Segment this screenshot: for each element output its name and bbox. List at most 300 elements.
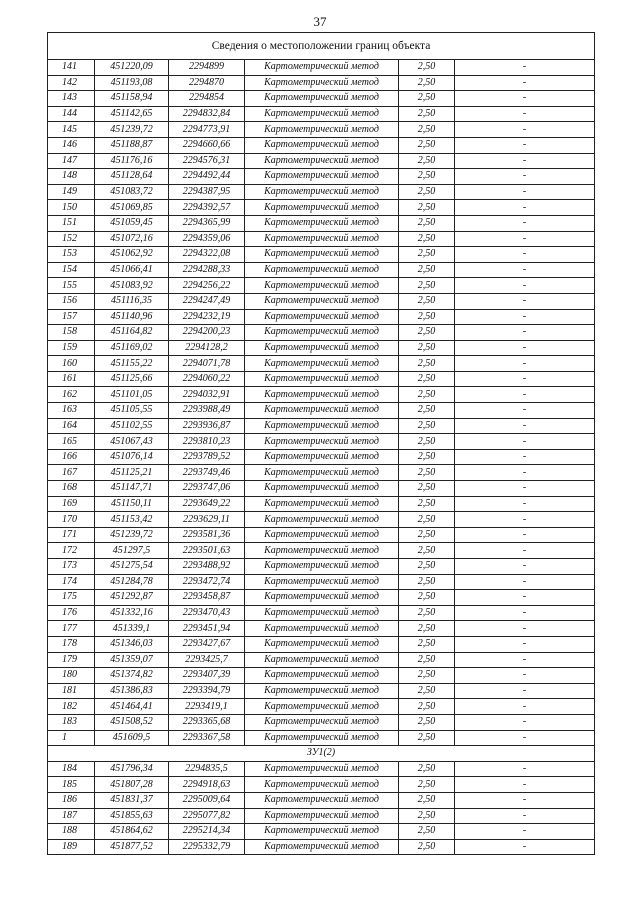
cell-coord-y: 2294365,99: [169, 215, 245, 231]
table-row: [48, 590, 595, 606]
table-row: [48, 403, 595, 419]
cell-accuracy: 2,50: [399, 699, 455, 715]
cell-method: Картометрический метод: [245, 356, 399, 372]
cell-coord-y: 2294359,06: [169, 231, 245, 247]
cell-method: Картометрический метод: [245, 387, 399, 403]
cell-description: -: [455, 777, 595, 793]
table-row: [48, 231, 595, 247]
cell-coord-y: 2294071,78: [169, 356, 245, 372]
cell-coord-y: 2294870: [169, 75, 245, 91]
cell-description: -: [455, 605, 595, 621]
cell-coord-y: 2294247,49: [169, 293, 245, 309]
cell-point-number: 166: [48, 449, 95, 465]
cell-coord-x: 451155,22: [95, 356, 169, 372]
cell-description: -: [455, 200, 595, 216]
cell-accuracy: 2,50: [399, 621, 455, 637]
cell-coord-y: 2293394,79: [169, 683, 245, 699]
cell-description: -: [455, 137, 595, 153]
cell-point-number: 148: [48, 169, 95, 185]
cell-accuracy: 2,50: [399, 527, 455, 543]
cell-method: Картометрический метод: [245, 200, 399, 216]
cell-coord-x: 451297,5: [95, 543, 169, 559]
cell-point-number: 147: [48, 153, 95, 169]
table-row: [48, 543, 595, 559]
cell-accuracy: 2,50: [399, 465, 455, 481]
cell-method: Картометрический метод: [245, 60, 399, 76]
cell-description: -: [455, 465, 595, 481]
table-row: [48, 449, 595, 465]
cell-description: -: [455, 636, 595, 652]
cell-accuracy: 2,50: [399, 371, 455, 387]
cell-coord-x: 451359,07: [95, 652, 169, 668]
cell-coord-x: 451284,78: [95, 574, 169, 590]
cell-point-number: 177: [48, 621, 95, 637]
table-row: [48, 839, 595, 855]
cell-coord-x: 451150,11: [95, 496, 169, 512]
cell-method: Картометрический метод: [245, 153, 399, 169]
cell-point-number: 146: [48, 137, 95, 153]
cell-point-number: 167: [48, 465, 95, 481]
cell-method: Картометрический метод: [245, 824, 399, 840]
cell-coord-y: 2294918,63: [169, 777, 245, 793]
cell-coord-x: 451239,72: [95, 527, 169, 543]
table-body-part-b: [48, 761, 595, 855]
cell-point-number: 181: [48, 683, 95, 699]
cell-method: Картометрический метод: [245, 590, 399, 606]
cell-accuracy: 2,50: [399, 761, 455, 777]
cell-point-number: 144: [48, 106, 95, 122]
cell-coord-x: 451188,87: [95, 137, 169, 153]
cell-point-number: 141: [48, 60, 95, 76]
cell-point-number: 151: [48, 215, 95, 231]
table-row: [48, 824, 595, 840]
cell-coord-y: 2294232,19: [169, 309, 245, 325]
cell-method: Картометрический метод: [245, 683, 399, 699]
cell-accuracy: 2,50: [399, 60, 455, 76]
cell-point-number: 154: [48, 262, 95, 278]
cell-coord-x: 451059,45: [95, 215, 169, 231]
cell-method: Картометрический метод: [245, 262, 399, 278]
cell-method: Картометрический метод: [245, 481, 399, 497]
table-row: [48, 496, 595, 512]
cell-accuracy: 2,50: [399, 543, 455, 559]
table-title-row: [48, 33, 595, 60]
table-row: [48, 262, 595, 278]
cell-coord-y: 2294256,22: [169, 278, 245, 294]
cell-point-number: 173: [48, 559, 95, 575]
cell-description: -: [455, 184, 595, 200]
table-row: [48, 636, 595, 652]
cell-method: Картометрический метод: [245, 652, 399, 668]
cell-point-number: 179: [48, 652, 95, 668]
table-row: [48, 122, 595, 138]
cell-point-number: 185: [48, 777, 95, 793]
cell-accuracy: 2,50: [399, 668, 455, 684]
table-title: Сведения о местоположении границ объекта: [48, 33, 595, 60]
cell-description: -: [455, 262, 595, 278]
cell-accuracy: 2,50: [399, 356, 455, 372]
table-row: [48, 184, 595, 200]
cell-method: Картометрический метод: [245, 808, 399, 824]
cell-description: -: [455, 153, 595, 169]
table-row: [48, 137, 595, 153]
cell-coord-y: 2294288,33: [169, 262, 245, 278]
cell-point-number: 152: [48, 231, 95, 247]
table-row: [48, 247, 595, 263]
cell-coord-x: 451072,16: [95, 231, 169, 247]
table-row: [48, 527, 595, 543]
cell-coord-x: 451220,09: [95, 60, 169, 76]
cell-method: Картометрический метод: [245, 605, 399, 621]
table-row: [48, 418, 595, 434]
cell-coord-x: 451083,92: [95, 278, 169, 294]
cell-coord-y: 2294032,91: [169, 387, 245, 403]
table-row: [48, 340, 595, 356]
cell-method: Картометрический метод: [245, 496, 399, 512]
cell-coord-y: 2294660,66: [169, 137, 245, 153]
cell-method: Картометрический метод: [245, 418, 399, 434]
cell-point-number: 159: [48, 340, 95, 356]
cell-coord-x: 451125,66: [95, 371, 169, 387]
cell-description: -: [455, 559, 595, 575]
cell-point-number: 186: [48, 792, 95, 808]
cell-point-number: 178: [48, 636, 95, 652]
cell-coord-x: 451339,1: [95, 621, 169, 637]
table-row: [48, 699, 595, 715]
cell-method: Картометрический метод: [245, 761, 399, 777]
cell-accuracy: 2,50: [399, 839, 455, 855]
cell-coord-x: 451609,5: [95, 730, 169, 746]
cell-coord-y: 2293451,94: [169, 621, 245, 637]
cell-point-number: 161: [48, 371, 95, 387]
cell-point-number: 174: [48, 574, 95, 590]
cell-accuracy: 2,50: [399, 808, 455, 824]
cell-description: -: [455, 91, 595, 107]
cell-coord-x: 451153,42: [95, 512, 169, 528]
cell-method: Картометрический метод: [245, 449, 399, 465]
cell-description: -: [455, 839, 595, 855]
cell-method: Картометрический метод: [245, 91, 399, 107]
cell-coord-x: 451102,55: [95, 418, 169, 434]
cell-point-number: 189: [48, 839, 95, 855]
cell-description: -: [455, 652, 595, 668]
table-row: [48, 668, 595, 684]
table-body-part-a: [48, 33, 595, 746]
cell-accuracy: 2,50: [399, 215, 455, 231]
cell-accuracy: 2,50: [399, 730, 455, 746]
table-row: [48, 792, 595, 808]
section-row: [48, 746, 595, 762]
table-row: [48, 200, 595, 216]
cell-point-number: 149: [48, 184, 95, 200]
cell-coord-y: 2293470,43: [169, 605, 245, 621]
cell-coord-y: 2293747,06: [169, 481, 245, 497]
cell-coord-x: 451164,82: [95, 325, 169, 341]
cell-description: -: [455, 808, 595, 824]
cell-point-number: 182: [48, 699, 95, 715]
cell-coord-y: 2294200,23: [169, 325, 245, 341]
cell-accuracy: 2,50: [399, 434, 455, 450]
cell-coord-x: 451142,65: [95, 106, 169, 122]
cell-coord-y: 2293425,7: [169, 652, 245, 668]
cell-coord-x: 451101,05: [95, 387, 169, 403]
table-row: [48, 387, 595, 403]
cell-method: Картометрический метод: [245, 543, 399, 559]
cell-method: Картометрический метод: [245, 839, 399, 855]
cell-description: -: [455, 215, 595, 231]
cell-coord-y: 2295332,79: [169, 839, 245, 855]
cell-point-number: 168: [48, 481, 95, 497]
cell-coord-x: 451083,72: [95, 184, 169, 200]
cell-point-number: 171: [48, 527, 95, 543]
cell-description: -: [455, 309, 595, 325]
cell-accuracy: 2,50: [399, 605, 455, 621]
cell-description: -: [455, 278, 595, 294]
cell-method: Картометрический метод: [245, 636, 399, 652]
cell-accuracy: 2,50: [399, 652, 455, 668]
table-row: [48, 574, 595, 590]
cell-accuracy: 2,50: [399, 262, 455, 278]
cell-point-number: 163: [48, 403, 95, 419]
cell-description: -: [455, 496, 595, 512]
cell-description: -: [455, 621, 595, 637]
cell-method: Картометрический метод: [245, 340, 399, 356]
cell-coord-y: 2295009,64: [169, 792, 245, 808]
table-row: [48, 371, 595, 387]
cell-accuracy: 2,50: [399, 122, 455, 138]
cell-description: -: [455, 574, 595, 590]
cell-coord-x: 451147,71: [95, 481, 169, 497]
cell-coord-y: 2293789,52: [169, 449, 245, 465]
cell-coord-y: 2294899: [169, 60, 245, 76]
cell-coord-y: 2293988,49: [169, 403, 245, 419]
cell-accuracy: 2,50: [399, 512, 455, 528]
table-row: [48, 325, 595, 341]
cell-method: Картометрический метод: [245, 231, 399, 247]
cell-description: -: [455, 403, 595, 419]
cell-description: -: [455, 434, 595, 450]
cell-coord-y: 2295077,82: [169, 808, 245, 824]
cell-coord-y: 2294832,84: [169, 106, 245, 122]
cell-accuracy: 2,50: [399, 200, 455, 216]
cell-accuracy: 2,50: [399, 449, 455, 465]
page-number: 37: [313, 14, 327, 29]
cell-point-number: 184: [48, 761, 95, 777]
table-row: [48, 605, 595, 621]
table-row: [48, 91, 595, 107]
cell-description: -: [455, 714, 595, 730]
cell-description: -: [455, 449, 595, 465]
cell-description: -: [455, 356, 595, 372]
cell-description: -: [455, 247, 595, 263]
cell-coord-x: 451076,14: [95, 449, 169, 465]
cell-method: Картометрический метод: [245, 247, 399, 263]
table-row: [48, 169, 595, 185]
cell-coord-y: 2294060,22: [169, 371, 245, 387]
cell-coord-x: 451796,34: [95, 761, 169, 777]
cell-coord-x: 451275,54: [95, 559, 169, 575]
table-row: [48, 481, 595, 497]
cell-coord-x: 451116,35: [95, 293, 169, 309]
table-row: [48, 153, 595, 169]
cell-accuracy: 2,50: [399, 777, 455, 793]
cell-point-number: 183: [48, 714, 95, 730]
cell-coord-x: 451069,85: [95, 200, 169, 216]
cell-accuracy: 2,50: [399, 418, 455, 434]
cell-point-number: 164: [48, 418, 95, 434]
cell-coord-y: 2295214,34: [169, 824, 245, 840]
cell-method: Картометрический метод: [245, 169, 399, 185]
cell-description: -: [455, 699, 595, 715]
table-row: [48, 683, 595, 699]
cell-coord-x: 451062,92: [95, 247, 169, 263]
cell-point-number: 1: [48, 730, 95, 746]
cell-method: Картометрический метод: [245, 122, 399, 138]
cell-coord-x: 451292,87: [95, 590, 169, 606]
cell-description: -: [455, 75, 595, 91]
cell-coord-y: 2293472,74: [169, 574, 245, 590]
cell-point-number: 156: [48, 293, 95, 309]
cell-description: -: [455, 481, 595, 497]
cell-accuracy: 2,50: [399, 403, 455, 419]
cell-description: -: [455, 340, 595, 356]
cell-coord-y: 2293629,11: [169, 512, 245, 528]
table-row: [48, 730, 595, 746]
cell-method: Картометрический метод: [245, 621, 399, 637]
cell-coord-y: 2293810,23: [169, 434, 245, 450]
cell-coord-x: 451374,82: [95, 668, 169, 684]
cell-point-number: 162: [48, 387, 95, 403]
cell-point-number: 145: [48, 122, 95, 138]
cell-point-number: 143: [48, 91, 95, 107]
cell-accuracy: 2,50: [399, 293, 455, 309]
cell-coord-y: 2294492,44: [169, 169, 245, 185]
table-row: [48, 215, 595, 231]
cell-coord-y: 2293749,46: [169, 465, 245, 481]
cell-point-number: 160: [48, 356, 95, 372]
cell-accuracy: 2,50: [399, 137, 455, 153]
cell-method: Картометрический метод: [245, 512, 399, 528]
cell-accuracy: 2,50: [399, 636, 455, 652]
cell-description: -: [455, 387, 595, 403]
cell-coord-y: 2294835,5: [169, 761, 245, 777]
cell-accuracy: 2,50: [399, 231, 455, 247]
cell-point-number: 158: [48, 325, 95, 341]
cell-method: Картометрический метод: [245, 730, 399, 746]
cell-accuracy: 2,50: [399, 590, 455, 606]
cell-point-number: 172: [48, 543, 95, 559]
cell-accuracy: 2,50: [399, 340, 455, 356]
table-row: [48, 714, 595, 730]
boundary-table-sheet: [47, 32, 594, 855]
cell-point-number: 157: [48, 309, 95, 325]
table-row: [48, 761, 595, 777]
cell-accuracy: 2,50: [399, 75, 455, 91]
cell-description: -: [455, 683, 595, 699]
cell-description: -: [455, 590, 595, 606]
cell-accuracy: 2,50: [399, 574, 455, 590]
cell-description: -: [455, 169, 595, 185]
cell-method: Картометрический метод: [245, 465, 399, 481]
cell-accuracy: 2,50: [399, 481, 455, 497]
cell-coord-x: 451066,41: [95, 262, 169, 278]
cell-coord-x: 451855,63: [95, 808, 169, 824]
section-label: ЗУ1(2): [48, 746, 595, 762]
cell-coord-x: 451128,64: [95, 169, 169, 185]
cell-description: -: [455, 325, 595, 341]
cell-description: -: [455, 371, 595, 387]
cell-coord-y: 2294392,57: [169, 200, 245, 216]
cell-accuracy: 2,50: [399, 247, 455, 263]
cell-coord-x: 451067,43: [95, 434, 169, 450]
cell-point-number: 150: [48, 200, 95, 216]
cell-coord-x: 451831,37: [95, 792, 169, 808]
cell-accuracy: 2,50: [399, 325, 455, 341]
cell-coord-y: 2294128,2: [169, 340, 245, 356]
cell-method: Картометрический метод: [245, 293, 399, 309]
table-row: [48, 434, 595, 450]
cell-point-number: 176: [48, 605, 95, 621]
cell-accuracy: 2,50: [399, 496, 455, 512]
cell-method: Картометрический метод: [245, 434, 399, 450]
section-header: [48, 746, 595, 762]
table-row: [48, 293, 595, 309]
cell-point-number: 165: [48, 434, 95, 450]
cell-coord-x: 451464,41: [95, 699, 169, 715]
cell-point-number: 142: [48, 75, 95, 91]
cell-point-number: 155: [48, 278, 95, 294]
cell-coord-y: 2293488,92: [169, 559, 245, 575]
cell-method: Картометрический метод: [245, 371, 399, 387]
cell-method: Картометрический метод: [245, 278, 399, 294]
cell-method: Картометрический метод: [245, 714, 399, 730]
cell-accuracy: 2,50: [399, 169, 455, 185]
cell-accuracy: 2,50: [399, 559, 455, 575]
cell-method: Картометрический метод: [245, 106, 399, 122]
cell-description: -: [455, 293, 595, 309]
cell-description: -: [455, 60, 595, 76]
cell-description: -: [455, 730, 595, 746]
cell-coord-x: 451239,72: [95, 122, 169, 138]
table-row: [48, 278, 595, 294]
cell-method: Картометрический метод: [245, 777, 399, 793]
cell-coord-y: 2293427,67: [169, 636, 245, 652]
cell-coord-y: 2293649,22: [169, 496, 245, 512]
table-row: [48, 106, 595, 122]
cell-description: -: [455, 543, 595, 559]
cell-method: Картометрический метод: [245, 668, 399, 684]
cell-accuracy: 2,50: [399, 309, 455, 325]
cell-accuracy: 2,50: [399, 683, 455, 699]
table-row: [48, 652, 595, 668]
cell-coord-y: 2294387,95: [169, 184, 245, 200]
cell-point-number: 187: [48, 808, 95, 824]
table-row: [48, 309, 595, 325]
table-row: [48, 75, 595, 91]
cell-coord-y: 2293458,87: [169, 590, 245, 606]
cell-description: -: [455, 668, 595, 684]
cell-coord-y: 2293936,87: [169, 418, 245, 434]
cell-coord-y: 2293501,63: [169, 543, 245, 559]
cell-coord-x: 451807,28: [95, 777, 169, 793]
cell-description: -: [455, 106, 595, 122]
cell-coord-x: 451386,83: [95, 683, 169, 699]
table-row: [48, 808, 595, 824]
cell-description: -: [455, 824, 595, 840]
cell-coord-x: 451125,21: [95, 465, 169, 481]
cell-point-number: 188: [48, 824, 95, 840]
cell-accuracy: 2,50: [399, 387, 455, 403]
